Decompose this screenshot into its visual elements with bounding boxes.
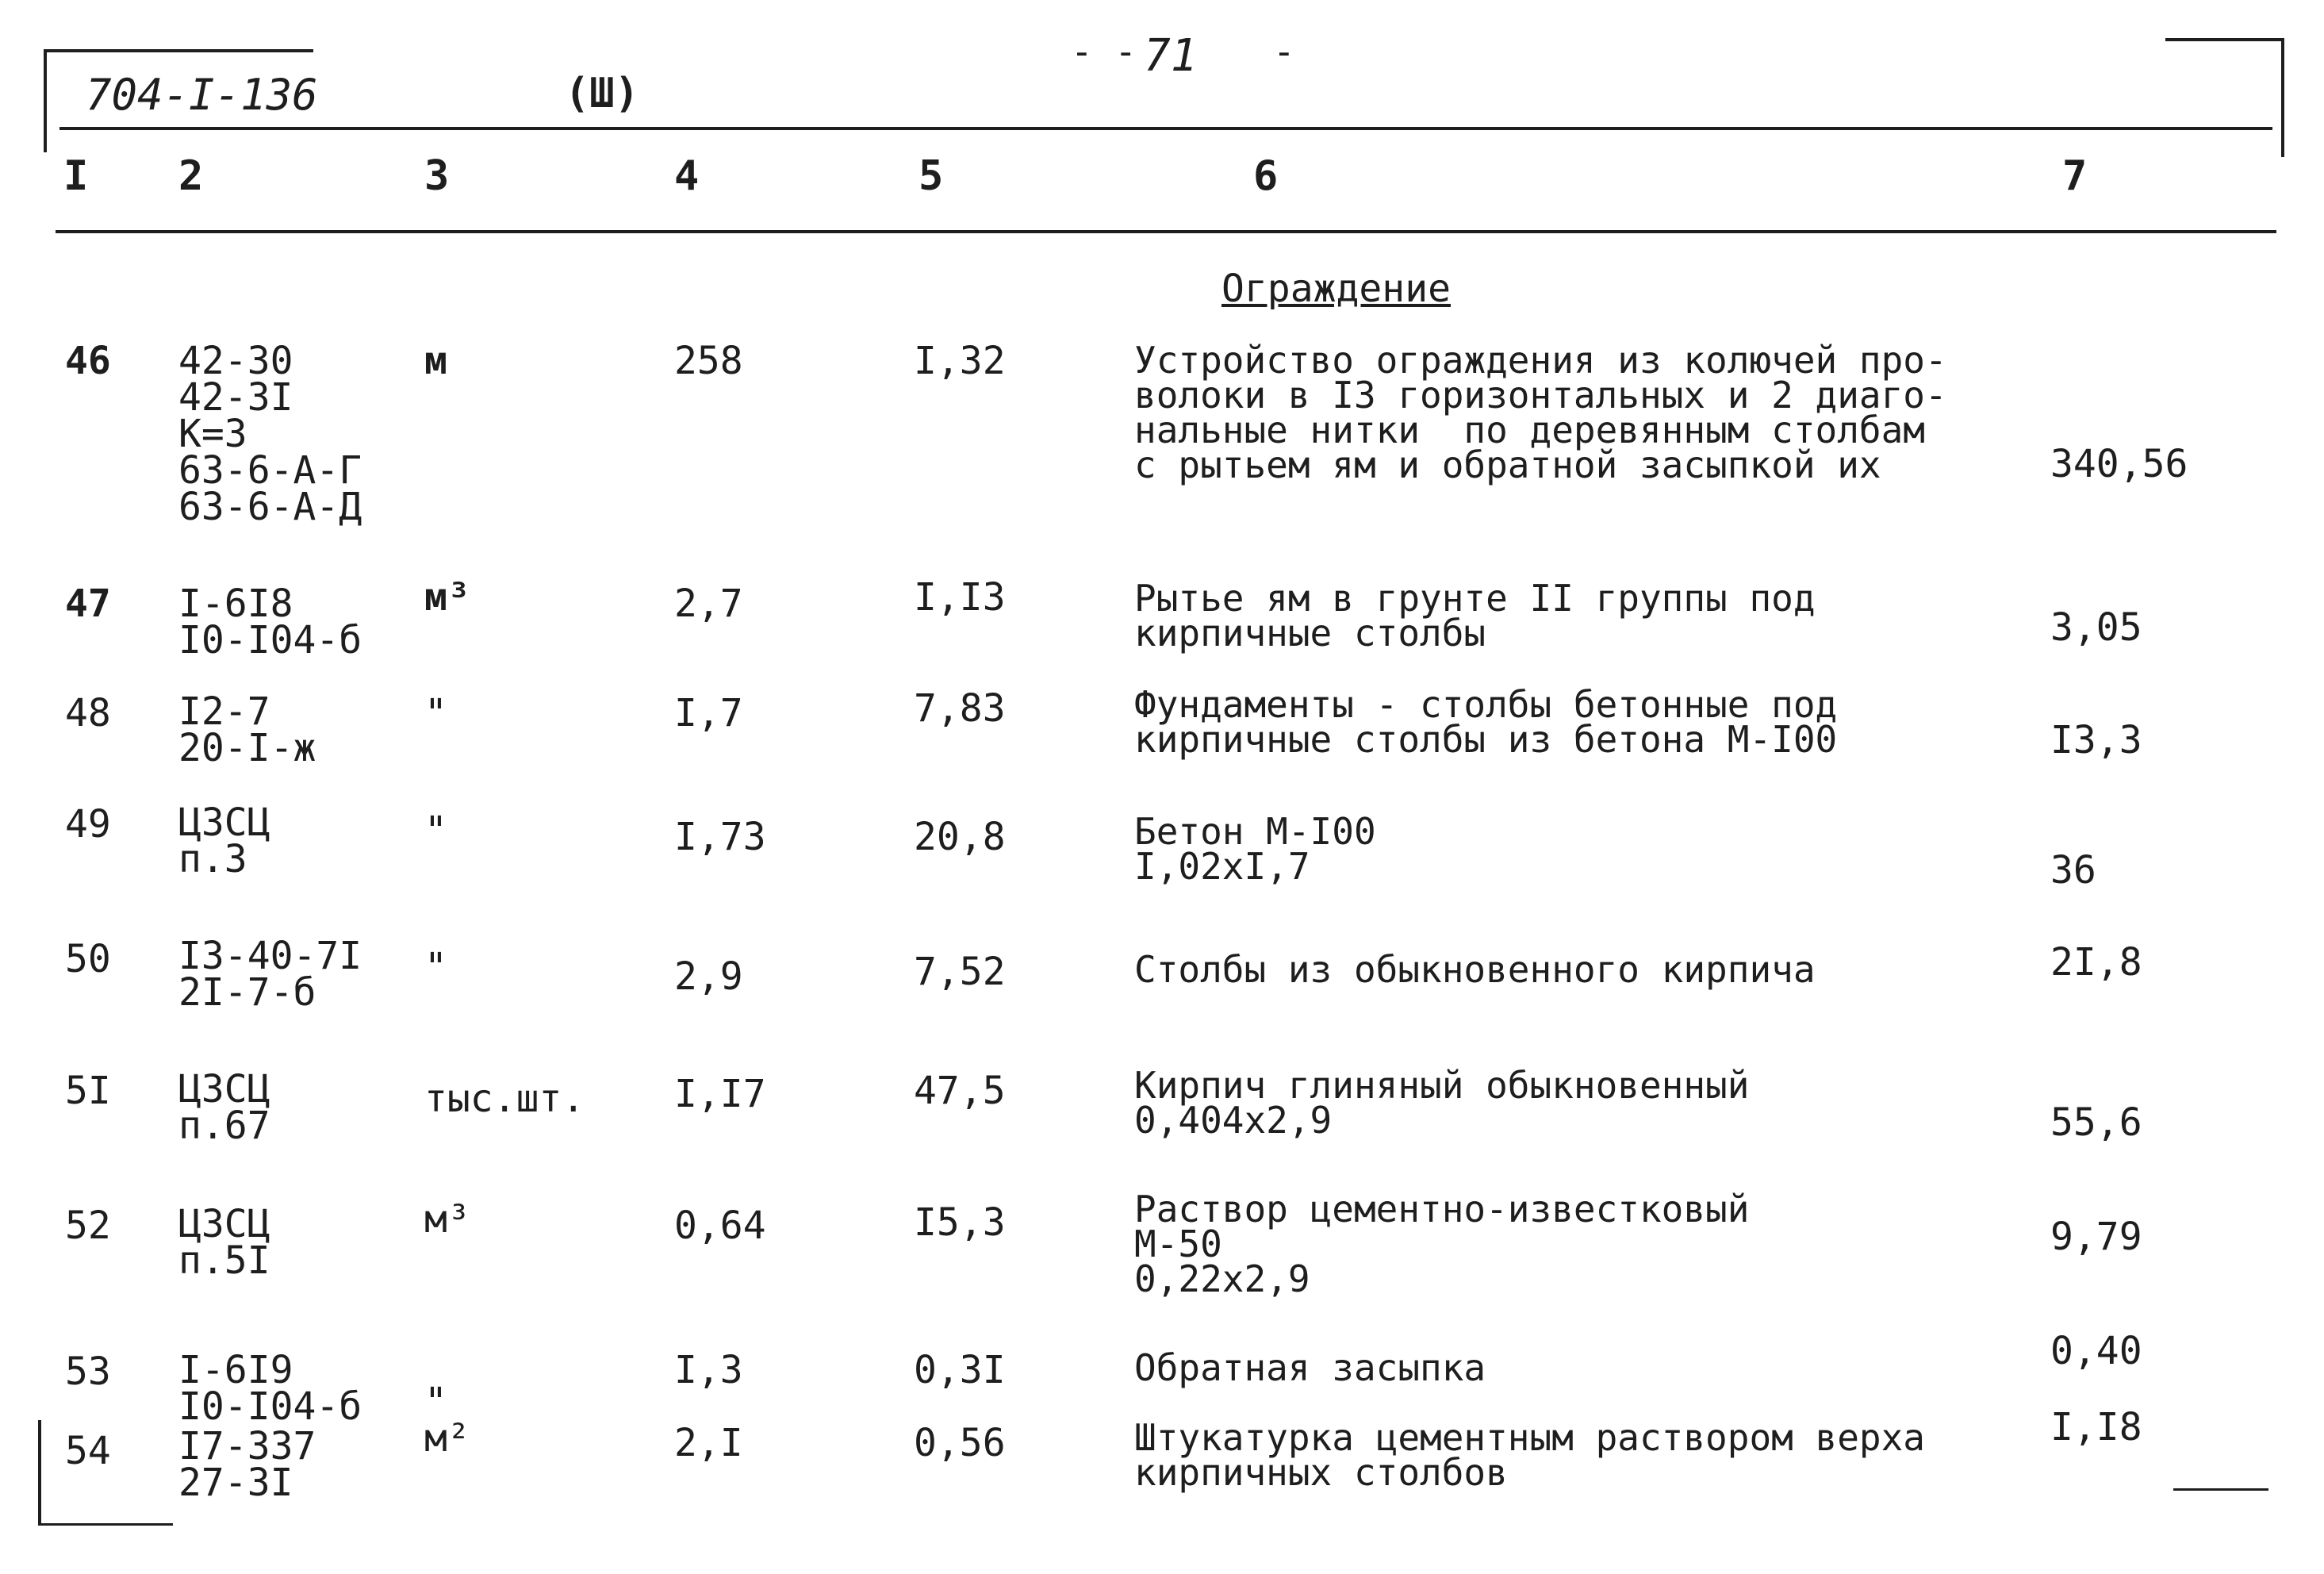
row-49-price: 20,8 <box>914 815 1006 859</box>
row-52-number: 52 <box>65 1204 111 1248</box>
row-47-total: 3,05 <box>2050 605 2142 650</box>
row-54-unit: м² <box>424 1416 470 1461</box>
row-47-codes: I-6I8 I0-I04-б <box>178 582 362 662</box>
page-dash-right: - <box>1273 30 1295 73</box>
row-54-quantity: 2,I <box>674 1421 743 1465</box>
document-code: 704-I-136 <box>86 70 318 120</box>
row-49-quantity: I,73 <box>674 815 766 859</box>
row-53-total: 0,40 <box>2050 1329 2142 1373</box>
volume-mark: (Ш) <box>565 70 639 117</box>
row-53-price: 0,3I <box>914 1348 1006 1392</box>
row-52-total: 9,79 <box>2050 1215 2142 1259</box>
row-48-description: Фундаменты - столбы бетонные под кирпичные столбы из бетона М-I00 <box>1134 683 1838 761</box>
row-53-number: 53 <box>65 1349 111 1394</box>
page-number: 71 <box>1144 30 1198 82</box>
row-50-price: 7,52 <box>914 950 1006 994</box>
row-48-number: 48 <box>65 691 111 735</box>
row-47-description: Рытье ям в грунте II группы под кирпичные столбы <box>1134 577 1816 655</box>
frame-bottom-right <box>2173 1488 2268 1491</box>
frame-left-bottom <box>38 1420 41 1523</box>
section-title: Ограждение <box>1221 267 1451 311</box>
row-54-price: 0,56 <box>914 1421 1006 1465</box>
column-header-6: 6 <box>1253 152 1279 200</box>
row-47-price: I,I3 <box>914 575 1006 620</box>
column-header-4: 4 <box>674 152 700 200</box>
row-53-description: Обратная засыпка <box>1134 1346 1486 1389</box>
row-46-total: 340,56 <box>2050 442 2188 486</box>
row-46-number: 46 <box>65 339 111 383</box>
row-46-quantity: 258 <box>674 339 743 383</box>
row-48-total: I3,3 <box>2050 718 2142 762</box>
page-dashes-left: - - <box>1071 30 1137 73</box>
column-header-5: 5 <box>918 152 944 200</box>
row-53-codes: I-6I9 I0-I04-б <box>178 1348 362 1429</box>
row-50-number: 50 <box>65 937 111 981</box>
column-header-2: 2 <box>178 152 204 200</box>
row-47-number: 47 <box>65 582 111 626</box>
row-49-total: 36 <box>2050 848 2096 893</box>
column-header-rule <box>56 230 2276 233</box>
frame-bottom-left <box>38 1523 173 1526</box>
row-46-description: Устройство ограждения из колючей про- волоки в I3 горизонтальных и 2 диаго- нальные нитки по деревянным столбам с рытьем ям и обратной засыпкой их <box>1134 339 1947 486</box>
row-54-description: Штукатурка цементным раствором верха кирпичных столбов <box>1134 1416 1925 1494</box>
row-50-unit: " <box>424 945 447 989</box>
row-49-codes: ЦЗСЦ п.3 <box>178 800 270 881</box>
row-53-quantity: I,3 <box>674 1348 743 1392</box>
column-header-1: I <box>63 152 89 200</box>
row-51-number: 5I <box>65 1069 111 1113</box>
row-51-description: Кирпич глиняный обыкновенный 0,404х2,9 <box>1134 1064 1750 1142</box>
row-54-number: 54 <box>65 1429 111 1473</box>
frame-top-left <box>44 49 313 52</box>
row-50-description: Столбы из обыкновенного кирпича <box>1134 948 1816 991</box>
row-50-quantity: 2,9 <box>674 954 743 999</box>
row-51-unit: тыс.шт. <box>424 1077 585 1121</box>
row-51-price: 47,5 <box>914 1069 1006 1113</box>
row-47-quantity: 2,7 <box>674 582 743 626</box>
header-rule <box>59 127 2272 130</box>
row-51-quantity: I,I7 <box>674 1072 766 1116</box>
row-46-codes: 42-30 42-3I К=3 63-6-А-Г 63-6-А-Д <box>178 339 362 529</box>
row-46-price: I,32 <box>914 339 1006 383</box>
row-46-unit: м <box>424 339 447 383</box>
column-header-7: 7 <box>2062 152 2088 200</box>
row-49-unit: " <box>424 808 447 853</box>
row-47-unit: м³ <box>424 575 470 620</box>
frame-left-top <box>44 49 47 152</box>
row-52-unit: м³ <box>424 1197 470 1242</box>
row-53-unit: " <box>424 1380 447 1424</box>
row-52-codes: ЦЗСЦ п.5I <box>178 1202 270 1283</box>
row-50-total: 2I,8 <box>2050 940 2142 985</box>
column-header-3: 3 <box>424 152 450 200</box>
row-51-codes: ЦЗСЦ п.67 <box>178 1067 270 1148</box>
frame-right <box>2281 38 2284 157</box>
row-49-description: Бетон М-I00 I,02хI,7 <box>1134 810 1376 888</box>
row-51-total: 55,6 <box>2050 1100 2142 1145</box>
row-54-codes: I7-337 27-3I <box>178 1424 316 1505</box>
row-48-unit: " <box>424 691 447 735</box>
row-52-price: I5,3 <box>914 1200 1006 1245</box>
frame-top-right <box>2165 38 2284 41</box>
row-49-number: 49 <box>65 802 111 847</box>
row-52-description: Раствор цементно-известковый М-50 0,22х2,9 <box>1134 1188 1750 1300</box>
row-48-quantity: I,7 <box>674 691 743 735</box>
row-48-codes: I2-7 20-I-ж <box>178 689 316 770</box>
row-50-codes: I3-40-7I 2I-7-б <box>178 934 362 1015</box>
row-48-price: 7,83 <box>914 686 1006 731</box>
row-54-total: I,I8 <box>2050 1405 2142 1449</box>
row-52-quantity: 0,64 <box>674 1204 766 1248</box>
